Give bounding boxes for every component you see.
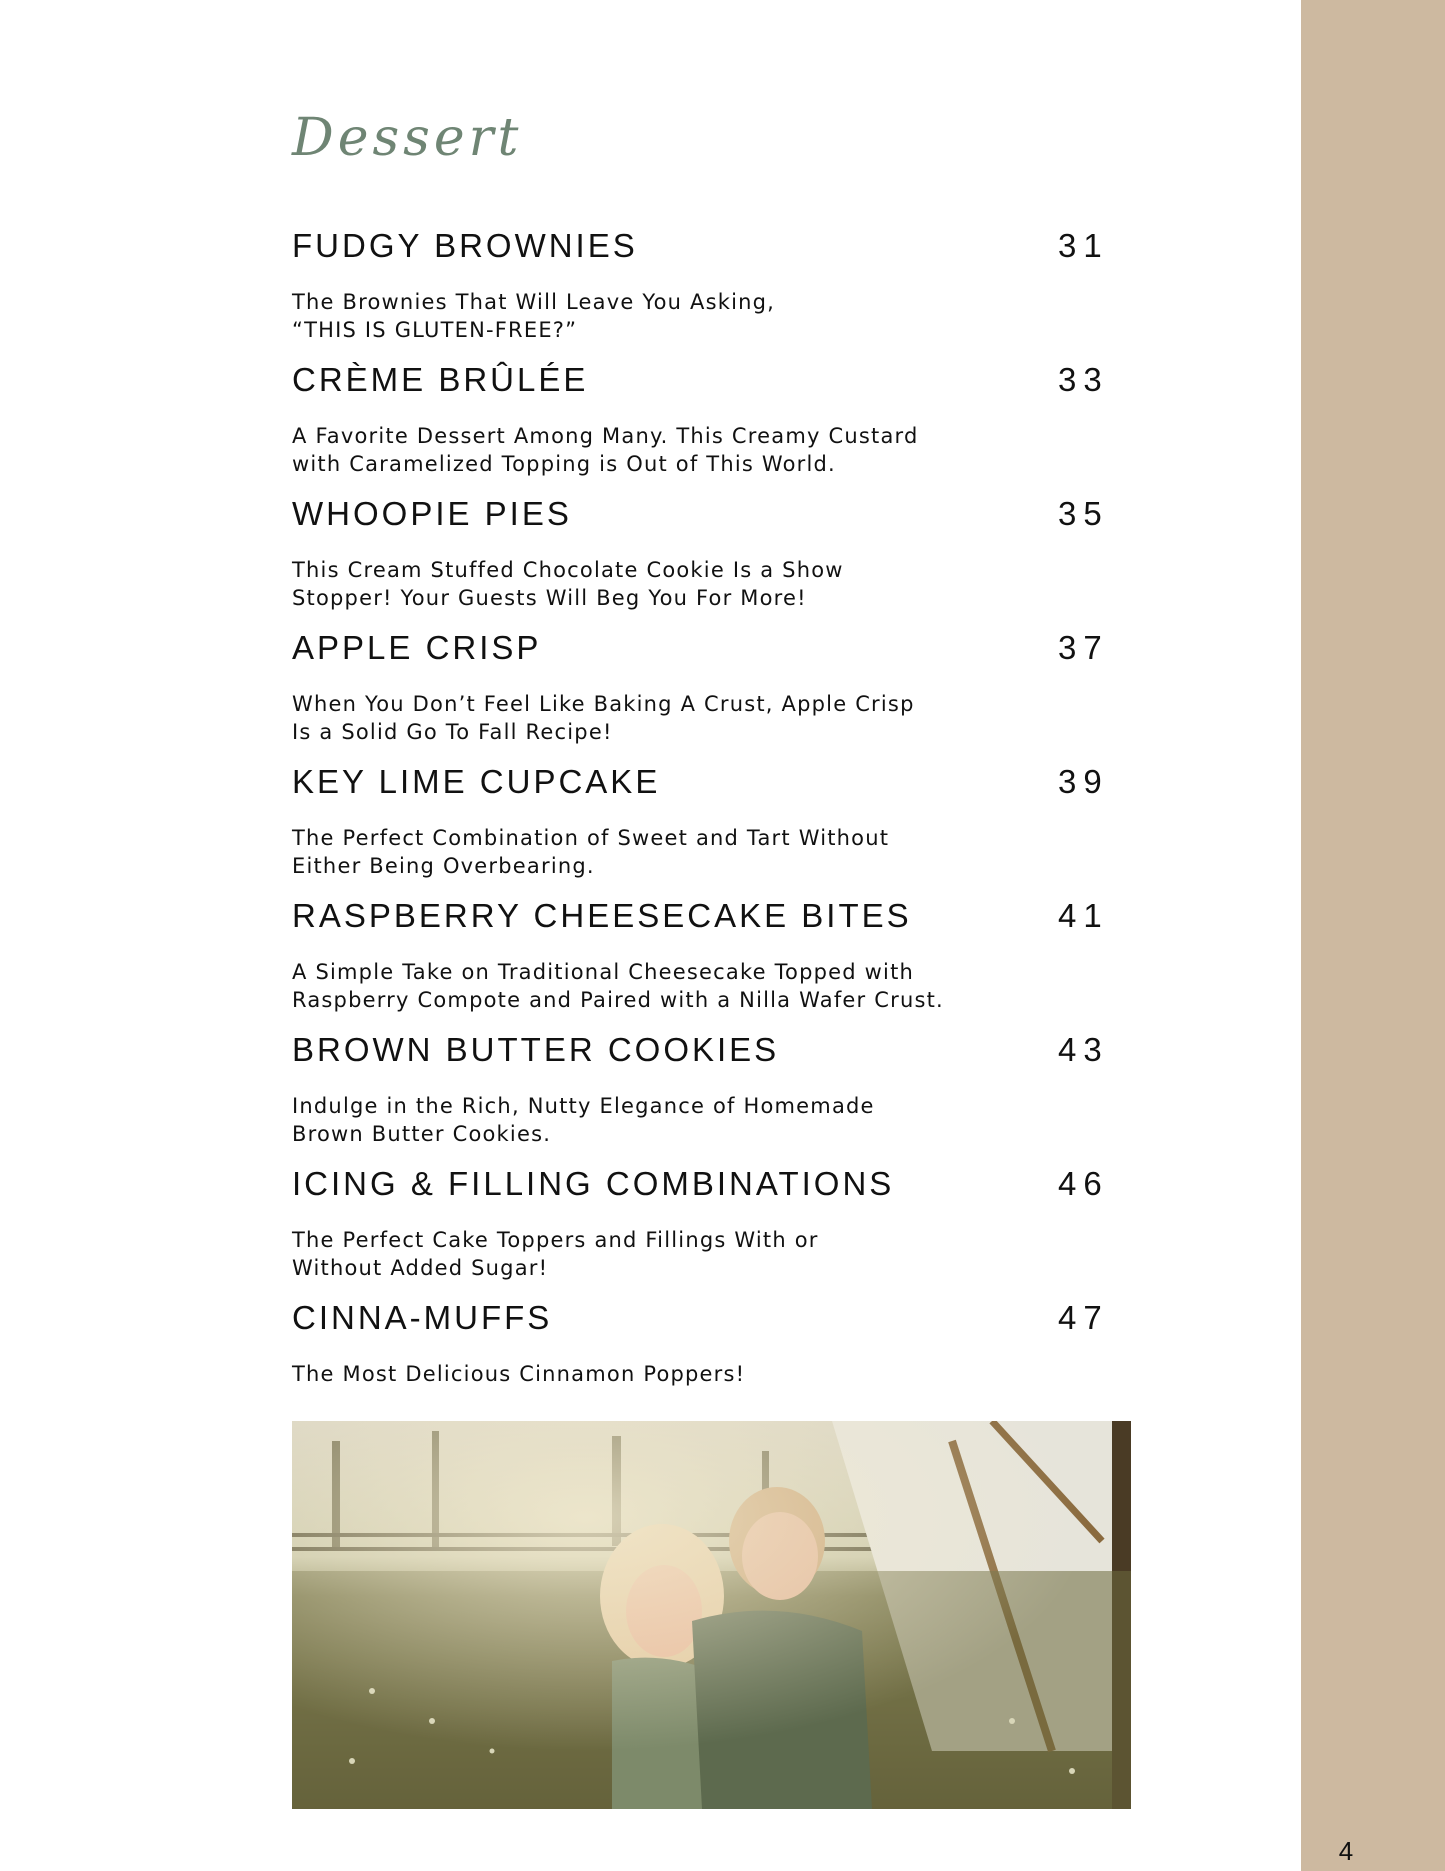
entry-description — [292, 556, 992, 612]
entry-description — [292, 1092, 992, 1148]
entry-title[interactable]: CRÈME BRÛLÉE — [292, 361, 589, 398]
entry-page-number[interactable]: 41 — [1058, 897, 1109, 934]
description-line: The Brownies That Will Leave You Asking, — [292, 290, 776, 314]
entry-description — [292, 288, 992, 344]
toc-entry[interactable] — [292, 898, 1132, 1032]
entry-description — [292, 824, 992, 880]
entry-title[interactable]: FUDGY BROWNIES — [292, 227, 638, 264]
entry-page-number[interactable]: 46 — [1058, 1165, 1109, 1202]
entry-title[interactable]: KEY LIME CUPCAKE — [292, 763, 661, 800]
entry-page-number[interactable]: 39 — [1058, 763, 1109, 800]
description-line: The Perfect Combination of Sweet and Tart Without — [292, 826, 890, 850]
entry-description — [292, 422, 992, 478]
entry-title[interactable]: CINNA-MUFFS — [292, 1299, 553, 1336]
toc-entry[interactable] — [292, 1300, 1132, 1434]
description-line: A Simple Take on Traditional Cheesecake Topped with — [292, 960, 915, 984]
description-line: Without Added Sugar! — [292, 1256, 549, 1280]
entry-page-number[interactable]: 43 — [1058, 1031, 1109, 1068]
toc-entry[interactable] — [292, 228, 1132, 362]
toc-entry[interactable] — [292, 764, 1132, 898]
description-line: Is a Solid Go To Fall Recipe! — [292, 720, 613, 744]
description-line: When You Don’t Feel Like Baking A Crust, Apple Crisp — [292, 692, 915, 716]
toc-entry[interactable] — [292, 496, 1132, 630]
entry-page-number[interactable]: 47 — [1058, 1299, 1109, 1336]
toc-entry[interactable] — [292, 1032, 1132, 1166]
description-line: “THIS IS GLUTEN-FREE?” — [292, 318, 578, 342]
description-line: Indulge in the Rich, Nutty Elegance of Homemade — [292, 1094, 875, 1118]
description-line: Stopper! Your Guests Will Beg You For More! — [292, 586, 807, 610]
entry-title[interactable]: RASPBERRY CHEESECAKE BITES — [292, 897, 912, 934]
toc-entry[interactable] — [292, 1166, 1132, 1300]
table-of-contents — [292, 228, 1132, 1434]
description-line: The Most Delicious Cinnamon Poppers! — [292, 1362, 746, 1386]
description-line: The Perfect Cake Toppers and Fillings With or — [292, 1228, 819, 1252]
page-number: 4 — [1338, 1836, 1354, 1866]
section-title: Dessert — [292, 108, 523, 168]
entry-description — [292, 1360, 992, 1388]
photo-children-playing — [292, 1421, 1131, 1809]
description-line: Brown Butter Cookies. — [292, 1122, 552, 1146]
entry-title[interactable]: WHOOPIE PIES — [292, 495, 572, 532]
entry-page-number[interactable]: 33 — [1058, 361, 1109, 398]
entry-page-number[interactable]: 37 — [1058, 629, 1109, 666]
description-line: Either Being Overbearing. — [292, 854, 595, 878]
description-line: This Cream Stuffed Chocolate Cookie Is a Show — [292, 558, 844, 582]
entry-title[interactable]: APPLE CRISP — [292, 629, 542, 666]
entry-description — [292, 958, 992, 1014]
entry-page-number[interactable]: 31 — [1058, 227, 1109, 264]
entry-description — [292, 690, 992, 746]
toc-entry[interactable] — [292, 630, 1132, 764]
description-line: with Caramelized Topping is Out of This World. — [292, 452, 836, 476]
description-line: Raspberry Compote and Paired with a Nilla Wafer Crust. — [292, 988, 944, 1012]
description-line: A Favorite Dessert Among Many. This Creamy Custard — [292, 424, 919, 448]
entry-title[interactable]: ICING & FILLING COMBINATIONS — [292, 1165, 895, 1202]
toc-entry[interactable] — [292, 362, 1132, 496]
entry-description — [292, 1226, 992, 1282]
sidebar-band — [1301, 0, 1445, 1871]
entry-page-number[interactable]: 35 — [1058, 495, 1109, 532]
entry-title[interactable]: BROWN BUTTER COOKIES — [292, 1031, 780, 1068]
